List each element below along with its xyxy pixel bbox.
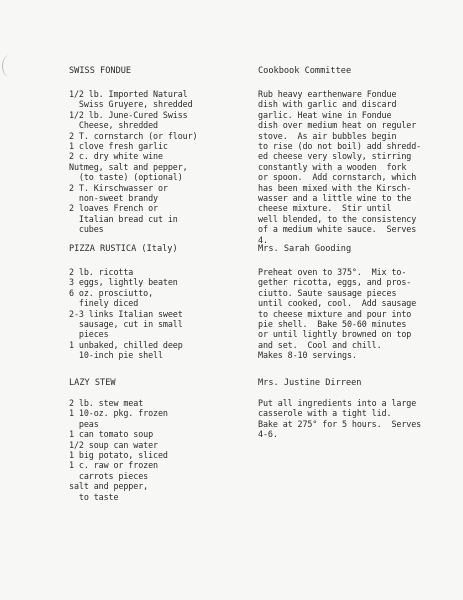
ingredient-line: peas	[69, 418, 99, 429]
recipe-contributor: Mrs. Sarah Gooding	[258, 244, 352, 254]
recipe-title: PIZZA RUSTICA (Italy)	[69, 244, 178, 254]
direction-line: Preheat oven to 375°. Mix to-	[258, 267, 407, 277]
direction-line: or until lightly browned on top	[258, 329, 412, 340]
ingredient-line: non-sweet brandy	[69, 193, 158, 204]
ingredient-line: 6 oz. prosciutto,	[69, 287, 154, 298]
recipe-contributor: Mrs. Justine Dirreen	[258, 378, 362, 388]
ingredient-line: 1 unbaked, chilled deep	[69, 339, 183, 350]
ingredient-line: carrots pieces	[69, 470, 149, 481]
direction-line: gether ricotta, eggs, and pros-	[258, 277, 412, 288]
ingredient-line: 2 lb. ricotta	[69, 267, 134, 277]
recipe-title: LAZY STEW	[69, 378, 116, 388]
ingredient-line: (to taste) (optional)	[69, 172, 183, 183]
ingredient-line: Italian bread cut in	[69, 213, 178, 224]
direction-line: garlic. Heat wine in Fondue	[258, 109, 392, 120]
direction-line: pie shell. Bake 50-60 minutes	[258, 319, 407, 330]
ingredient-line: 1 clove fresh garlic	[69, 141, 168, 152]
ingredient-line: sausage, cut in small	[69, 319, 183, 330]
direction-line: dish over medium heat on reguler	[258, 120, 417, 131]
ingredient-line: 2 loaves French or	[69, 203, 158, 214]
ingredient-line: salt and pepper,	[69, 481, 149, 492]
directions-text	[258, 267, 458, 361]
directions-text	[258, 89, 458, 245]
ingredient-line: 2 lb. stew meat	[69, 398, 144, 408]
direction-line: to rise (do not boil) add shredd-	[258, 141, 422, 152]
direction-line: Rub heavy earthenware Fondue	[258, 89, 397, 99]
ingredient-line: finely diced	[69, 298, 139, 309]
ingredient-line: 1/2 lb. June-Cured Swiss	[69, 109, 188, 120]
direction-line: constantly with a wooden fork	[258, 161, 407, 172]
direction-line: Put all ingredients into a large	[258, 398, 417, 408]
direction-line: casserole with a tight lid.	[258, 408, 392, 419]
direction-line: or spoon. Add cornstarch, which	[258, 172, 417, 183]
ingredient-line: Swiss Gruyere, shredded	[69, 99, 193, 110]
ingredient-line: 1/2 lb. Imported Natural	[69, 89, 188, 99]
direction-line: dish with garlic and discard	[258, 99, 397, 110]
direction-line: Bake at 275° for 5 hours. Serves	[258, 418, 422, 429]
direction-line: 4-6.	[258, 429, 278, 440]
direction-line: until cooked, cool. Add sausage	[258, 298, 417, 309]
direction-line: wasser and a little wine to the	[258, 193, 412, 204]
ingredient-line: 1 can tomato soup	[69, 429, 154, 440]
direction-line: of a medium white sauce. Serves	[258, 224, 417, 235]
ingredient-list	[69, 398, 249, 502]
ingredient-line: 1/2 soup can water	[69, 439, 158, 450]
directions-text	[258, 398, 458, 440]
direction-line: has been mixed with the Kirsch-	[258, 182, 412, 193]
ingredient-line: to taste	[69, 491, 119, 502]
ingredient-line: 2 T. cornstarch (or flour)	[69, 130, 198, 141]
ingredient-line: 2-3 links Italian sweet	[69, 308, 183, 319]
direction-line: to cheese mixture and pour into	[258, 308, 412, 319]
direction-line: well blended, to the consistency	[258, 213, 417, 224]
ingredient-line: 1 big potato, sliced	[69, 450, 168, 461]
direction-line: stove. As air bubbles begin	[258, 130, 397, 141]
ingredient-list	[69, 89, 249, 235]
ingredient-line: 1 10-oz. pkg. frozen	[69, 408, 168, 419]
ingredient-line: 3 eggs, lightly beaten	[69, 277, 178, 288]
ingredient-line: Nutmeg, salt and pepper,	[69, 161, 188, 172]
ingredient-list	[69, 267, 249, 361]
direction-line: cheese mixture. Stir until	[258, 203, 392, 214]
direction-line: ed cheese very slowly, stirring	[258, 151, 412, 162]
direction-line: 4.	[258, 234, 268, 245]
ingredient-line: 1 c. raw or frozen	[69, 460, 158, 471]
ingredient-line: Cheese, shredded	[69, 120, 158, 131]
direction-line: ciutto. Saute sausage pieces	[258, 287, 397, 298]
recipe-contributor: Cookbook Committee	[258, 66, 352, 76]
direction-line: Makes 8-10 servings.	[258, 350, 357, 361]
ingredient-line: 10-inch pie shell	[69, 350, 163, 361]
ingredient-line: 2 T. Kirschwasser or	[69, 182, 168, 193]
direction-line: and set. Cool and chill.	[258, 339, 382, 350]
ingredient-line: pieces	[69, 329, 109, 340]
ingredient-line: 2 c. dry white wine	[69, 151, 163, 162]
recipe-title: SWISS FONDUE	[69, 66, 132, 76]
binder-hole	[2, 55, 17, 77]
ingredient-line: cubes	[69, 224, 104, 235]
